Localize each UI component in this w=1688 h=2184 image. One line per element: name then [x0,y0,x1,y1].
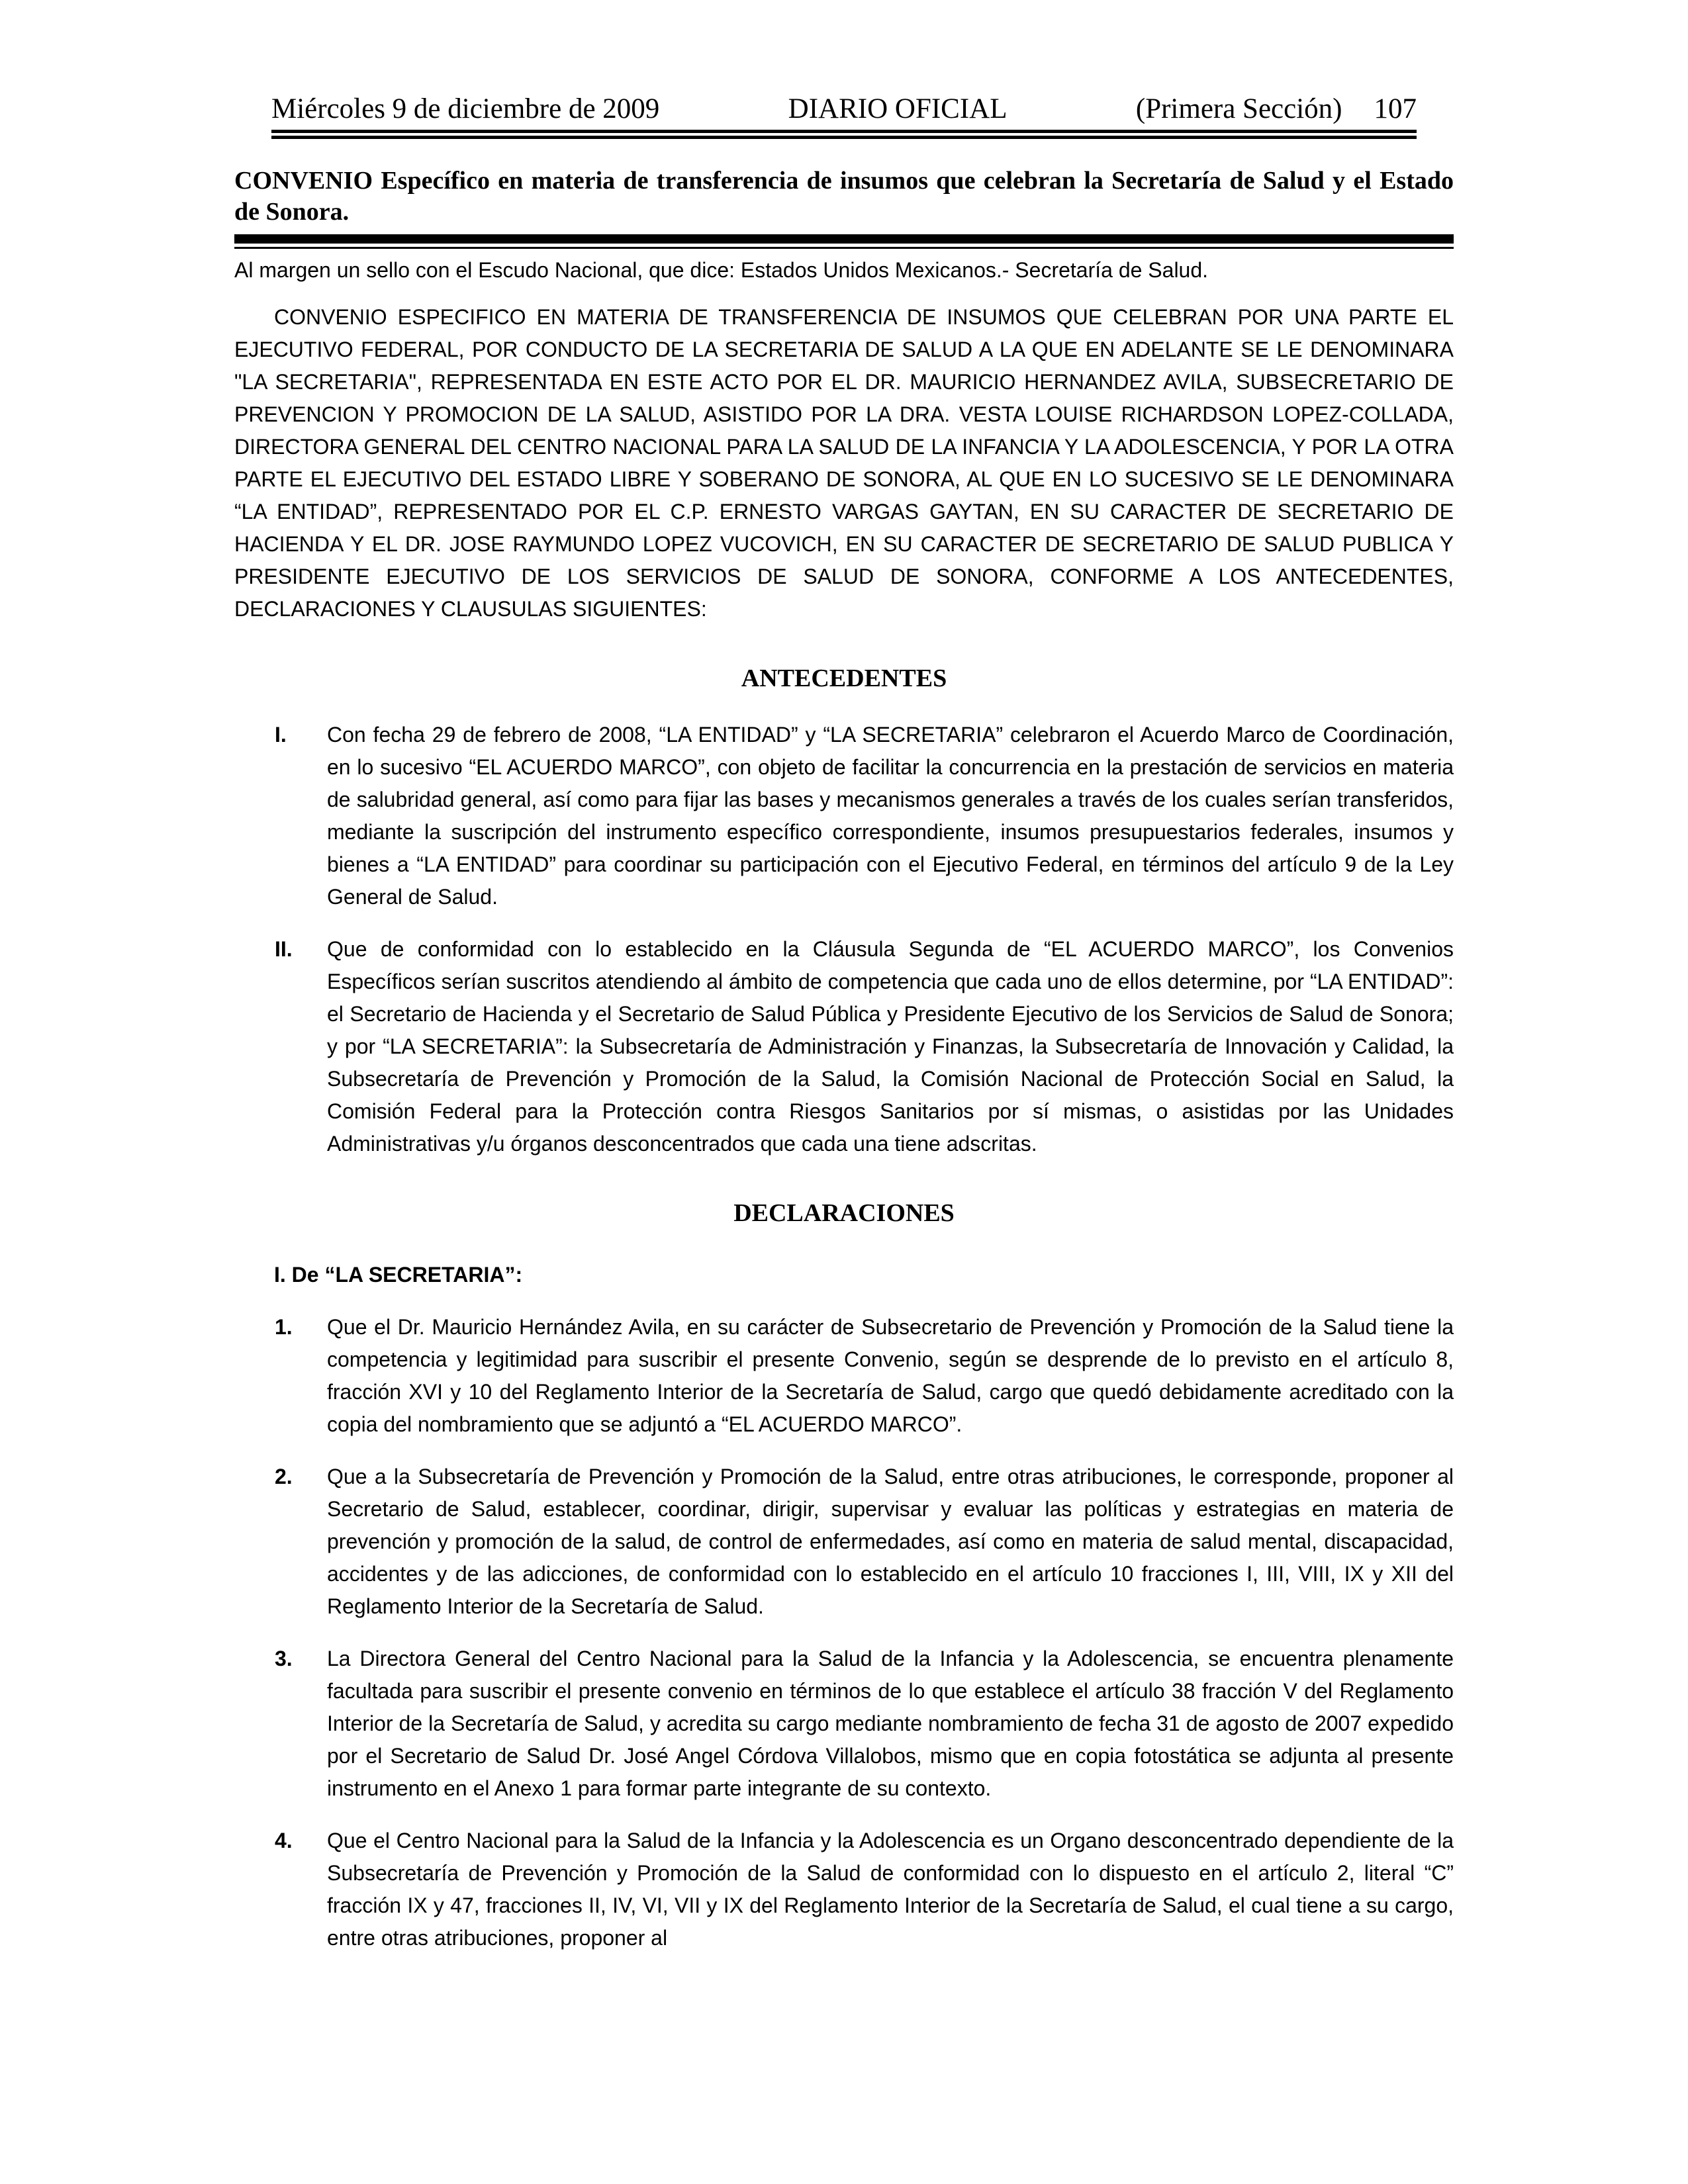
antecedente-item [234,933,1454,1160]
declaraciones-heading: DECLARACIONES [733,1199,955,1227]
list-item-text: Que el Centro Nacional para la Salud de la Infancia y la Adolescencia es un Organo desconcentrado dependiente de la Subsecretaría de Prevención y Promoción de la Salud de conformidad con lo dispuesto en el artículo 2, literal “C” fracción IX y 47, fracciones II, IV, VI, VII y IX del Reglamento Interior de la Secretaría de Salud, el cual tiene a su cargo, entre otras atribuciones, proponer al [327,1829,1454,1950]
title-thin-rule [234,247,1454,249]
header-publication: DIARIO OFICIAL [788,93,1008,124]
header-right-group [1136,93,1417,126]
list-item-text: Con fecha 29 de febrero de 2008, “LA ENTIDAD” y “LA SECRETARIA” celebraron el Acuerdo Marco de Coordinación, en lo sucesivo “EL ACUERDO MARCO”, con objeto de facilitar la concurrencia en la prestación de servicios en materia de salubridad general, así como para fijar las bases y mecanismos generales a través de los cuales serían transferidos, mediante la suscripción del instrumento específico correspondiente, insumos presupuestarios federales, insumos y bienes a “LA ENTIDAD” para coordinar su participación con el Ejecutivo Federal, en términos del artículo 9 de la Ley General de Salud. [327,723,1454,909]
masthead [271,93,1417,139]
document-title: CONVENIO Específico en materia de transferencia de insumos que celebran la Secretaría de Salud y el Estado de Sonora. [234,167,1454,226]
list-item-text: Que a la Subsecretaría de Prevención y Promoción de la Salud, entre otras atribuciones, le corresponde, proponer al Secretario de Salud, establecer, coordinar, dirigir, supervisar y evaluar las políticas y estrategias en materia de prevención y promoción de la salud, de control de enfermedades, así como en materia de salud mental, discapacidad, accidentes y de las adicciones, de conformidad con lo establecido en el artículo 10 fracciones I, III, VIII, IX y XII del Reglamento Interior de la Secretaría de Salud. [327,1465,1454,1618]
declaraciones-subheading: I. De “LA SECRETARIA”: [274,1263,523,1287]
list-item-text: Que de conformidad con lo establecido en la Cláusula Segunda de “EL ACUERDO MARCO”, los Convenios Específicos serían suscritos atendiendo al ámbito de competencia que cada uno de ellos determine, por “LA ENTIDAD”: el Secretario de Hacienda y el Secretario de Salud Pública y Presidente Ejecutivo de los Servicios de Salud de Sonora; y por “LA SECRETARIA”: la Subsecretaría de Administración y Finanzas, la Subsecretaría de Innovación y Calidad, la Subsecretaría de Prevención y Promoción de la Salud, la Comisión Nacional de Protección Social en Salud, la Comisión Federal para la Protección contra Riesgos Sanitarios por sí mismas, o asistidas por las Unidades Administrativas y/u órganos desconcentrados que cada una tiene adscritas. [327,937,1454,1156]
antecedentes-heading: ANTECEDENTES [741,664,947,692]
list-item-marker: II. [275,937,293,961]
list-item-marker: 2. [275,1465,293,1488]
preamble-paragraph: CONVENIO ESPECIFICO EN MATERIA DE TRANSFERENCIA DE INSUMOS QUE CELEBRAN POR UNA PARTE EL EJECUTIVO FEDERAL, POR CONDUCTO DE LA SECRETARIA DE SALUD A LA QUE EN ADELANTE SE LE DENOMINARA "LA SECRETARIA", REPRESENTADA EN ESTE ACTO POR EL DR. MAURICIO HERNANDEZ AVILA, SUBSECRETARIO DE PREVENCION Y PROMOCION DE LA SALUD, ASISTIDO POR LA DRA. VESTA LOUISE RICHARDSON LOPEZ-COLLADA, DIRECTORA GENERAL DEL CENTRO NACIONAL PARA LA SALUD DE LA INFANCIA Y LA ADOLESCENCIA, Y POR LA OTRA PARTE EL EJECUTIVO DEL ESTADO LIBRE Y SOBERANO DE SONORA, AL QUE EN LO SUCESIVO SE LE DENOMINARA “LA ENTIDAD”, REPRESENTADO POR EL C.P. ERNESTO VARGAS GAYTAN, EN SU CARACTER DE SECRETARIO DE HACIENDA Y EL DR. JOSE RAYMUNDO LOPEZ VUCOVICH, EN SU CARACTER DE SECRETARIO DE SALUD PUBLICA Y PRESIDENTE EJECUTIVO DE LOS SERVICIOS DE SALUD DE SONORA, CONFORME A LOS ANTECEDENTES, DECLARACIONES Y CLAUSULAS SIGUIENTES: [234,305,1454,621]
antecedente-item [234,719,1454,913]
header-section: (Primera Sección) [1135,93,1342,124]
header-page-number: 107 [1374,93,1417,124]
seal-line: Al margen un sello con el Escudo Nacional, que dice: Estados Unidos Mexicanos.- Secretaría de Salud. [234,258,1209,282]
declaracion-item [234,1461,1454,1623]
list-item-marker: 4. [275,1829,293,1852]
list-item-marker: 1. [275,1315,293,1339]
header-double-rule [271,130,1417,139]
list-item-marker: I. [275,723,287,747]
list-item-text: La Directora General del Centro Nacional para la Salud de la Infancia y la Adolescencia, se encuentra plenamente facultada para suscribir el presente convenio en términos de lo que establece el artículo 38 fracción V del Reglamento Interior de la Secretaría de Salud, y acredita su cargo mediante nombramiento de fecha 31 de agosto de 2007 expedido por el Secretario de Salud Dr. José Angel Córdova Villalobos, mismo que en copia fotostática se adjunta al presente instrumento en el Anexo 1 para formar parte integrante de su contexto. [327,1647,1454,1800]
declaracion-item [234,1643,1454,1805]
title-thick-rule [234,234,1454,244]
masthead-row [271,93,1417,126]
list-item-marker: 3. [275,1647,293,1670]
list-item-text: Que el Dr. Mauricio Hernández Avila, en su carácter de Subsecretario de Prevención y Promoción de la Salud tiene la competencia y legitimidad para suscribir el presente Convenio, según se desprende de lo previsto en el artículo 8, fracción XVI y 10 del Reglamento Interior de la Secretaría de Salud, cargo que quedó debidamente acreditado con la copia del nombramiento que se adjuntó a “EL ACUERDO MARCO”. [327,1315,1454,1436]
declaracion-item [234,1825,1454,1954]
header-date: Miércoles 9 de diciembre de 2009 [271,93,660,124]
declaracion-item [234,1311,1454,1441]
